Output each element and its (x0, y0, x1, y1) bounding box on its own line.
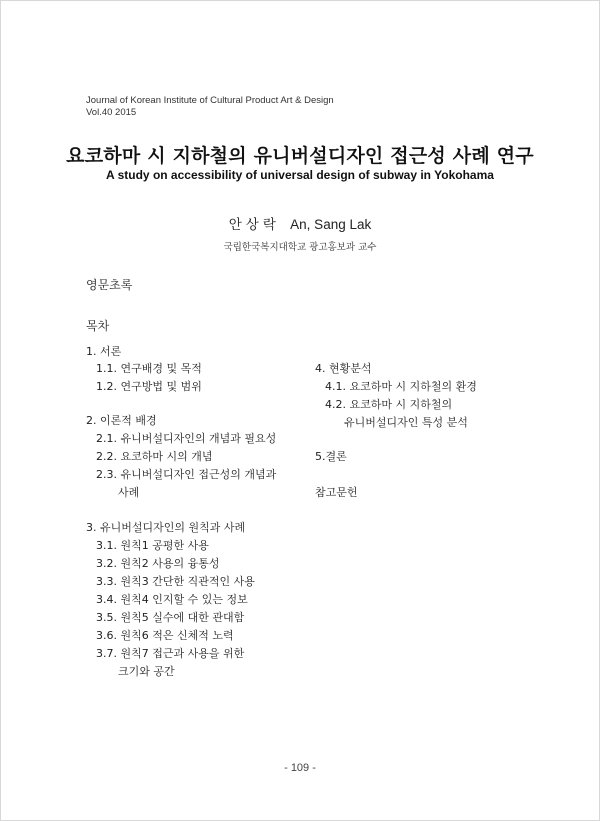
toc-item-2-1: 2.1. 유니버설디자인의 개념과 필요성 (96, 432, 277, 445)
paper-title-korean: 요코하마 시 지하철의 유니버설디자인 접근성 사례 연구 (66, 145, 534, 167)
toc-item-1-1: 1.1. 연구배경 및 목적 (96, 362, 202, 375)
toc-item-2-3-cont: 사례 (118, 486, 140, 499)
toc-item-4-2: 4.2. 요코하마 시 지하철의 (325, 398, 453, 411)
toc-item-1: 1. 서론 (86, 345, 122, 358)
toc-item-3-7: 3.7. 원칙7 접근과 사용을 위한 (96, 647, 245, 660)
toc-item-4-2-cont: 유니버설디자인 특성 분석 (344, 416, 468, 429)
toc-item-3-7-cont: 크기와 공간 (118, 665, 175, 678)
toc-item-3-4: 3.4. 원칙4 인지할 수 있는 정보 (96, 593, 248, 606)
contents-heading: 목차 (86, 319, 110, 333)
toc-item-5: 5.결론 (315, 450, 347, 463)
toc-item-2: 2. 이론적 배경 (86, 414, 157, 427)
paper-title-english: A study on accessibility of universal design of subway in Yokohama (106, 168, 494, 182)
toc-item-2-3: 2.3. 유니버설디자인 접근성의 개념과 (96, 468, 277, 481)
toc-item-4: 4. 현황분석 (315, 362, 372, 375)
page-number: - 109 - (284, 762, 316, 774)
author-name-korean: 안상락 (228, 217, 280, 233)
author-line (0, 213, 600, 233)
abstract-heading: 영문초록 (86, 278, 133, 292)
toc-item-3-5: 3.5. 원칙5 실수에 대한 관대함 (96, 611, 245, 624)
toc-item-4-1: 4.1. 요코하마 시 지하철의 환경 (325, 380, 477, 393)
toc-item-3: 3. 유니버설디자인의 원칙과 사례 (86, 521, 246, 534)
toc-item-3-2: 3.2. 원칙2 사용의 융통성 (96, 557, 220, 570)
journal-volume: Vol.40 2015 (86, 107, 137, 118)
toc-item-1-2: 1.2. 연구방법 및 범위 (96, 380, 202, 393)
toc-item-references: 참고문헌 (315, 486, 358, 499)
journal-header (86, 95, 334, 119)
toc-item-3-3: 3.3. 원칙3 간단한 직관적인 사용 (96, 575, 255, 588)
author-affiliation: 국립한국복지대학교 광고홍보과 교수 (223, 242, 377, 253)
journal-name: Journal of Korean Institute of Cultural Product Art & Design (86, 95, 334, 106)
author-name-english: An, Sang Lak (290, 217, 372, 232)
toc-item-3-1: 3.1. 원칙1 공평한 사용 (96, 539, 209, 552)
toc-item-2-2: 2.2. 요코하마 시의 개념 (96, 450, 213, 463)
toc-item-3-6: 3.6. 원칙6 적은 신체적 노력 (96, 629, 234, 642)
